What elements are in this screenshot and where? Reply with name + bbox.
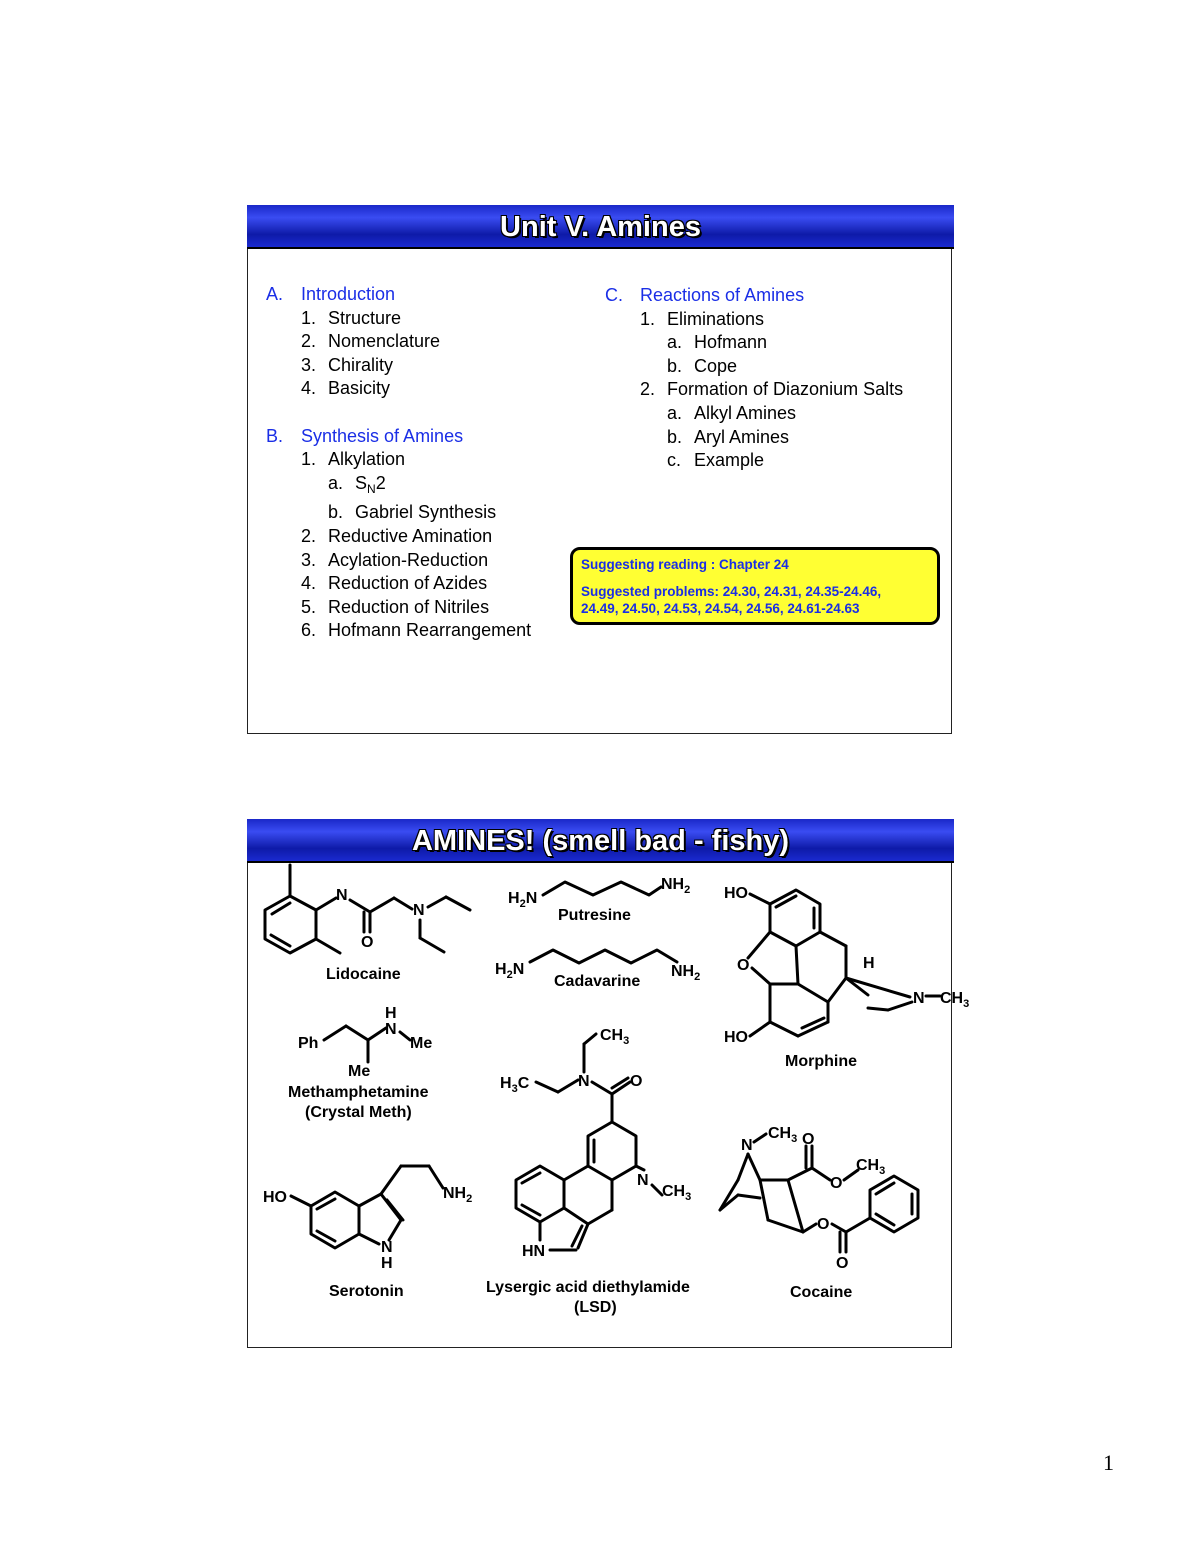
slide-title: AMINES! (smell bad - fishy) — [411, 825, 790, 857]
outline-item — [605, 355, 903, 379]
bond — [564, 1208, 588, 1224]
outline-item-number: C. — [605, 285, 623, 305]
atom-n: N — [381, 1239, 393, 1256]
atom-nh2: $NH_2$ — [671, 963, 701, 983]
atom-o: O — [802, 1131, 815, 1148]
outline-item-text: Eliminations — [667, 308, 765, 329]
outline-item-number: c. — [667, 450, 682, 471]
atom-ch3: $CH_3$ — [768, 1125, 798, 1145]
bond — [381, 1166, 401, 1194]
bond — [748, 1154, 760, 1180]
bond — [788, 1168, 812, 1180]
outline-item-text: Example — [694, 450, 765, 471]
outline-section-heading — [266, 283, 531, 307]
lsd-structure — [478, 1020, 718, 1280]
outline-item-text: Reduction of Azides — [328, 573, 488, 594]
bond — [429, 1166, 443, 1188]
bond — [888, 1002, 912, 1010]
atom-n: N — [413, 902, 425, 919]
outline-item — [266, 377, 531, 401]
slide-amines-structures — [247, 819, 970, 1348]
atom-ch3: $CH_3$ — [600, 1027, 630, 1047]
outline-item-number: 4. — [301, 378, 317, 399]
outline-item — [605, 308, 903, 332]
outline-left-column — [266, 283, 531, 643]
serotonin-label: Serotonin — [329, 1283, 404, 1300]
outline-item-number: 1. — [640, 308, 656, 329]
bond — [350, 900, 370, 912]
outline-item-text: Alkyl Amines — [694, 402, 797, 423]
bond — [803, 1224, 816, 1232]
outline-item-number: 3. — [301, 354, 317, 375]
bond — [846, 1218, 870, 1232]
bond — [832, 1224, 846, 1232]
outline-item-number: 2. — [640, 379, 656, 400]
outline-item-text: Alkylation — [328, 449, 406, 470]
outline-item — [605, 402, 903, 426]
bond — [768, 1220, 803, 1232]
outline-item — [605, 449, 903, 473]
outline-item-text: Basicity — [328, 378, 391, 399]
bond — [770, 1022, 798, 1036]
atom-ch3: $CH_3$ — [856, 1157, 886, 1177]
outline-item-text: Introduction — [301, 284, 396, 304]
bond — [752, 968, 770, 984]
outline-item — [266, 472, 531, 502]
atom-me: Me — [410, 1035, 433, 1052]
outline-item — [266, 572, 531, 596]
bond — [316, 898, 336, 910]
atom-h3c: $H_3C$ — [500, 1075, 530, 1095]
bond — [636, 1166, 644, 1170]
outline-item-number: B. — [266, 425, 284, 446]
outline-item-number: 4. — [301, 573, 317, 594]
outline-item — [266, 525, 531, 549]
bond — [652, 1185, 662, 1195]
bond — [846, 978, 910, 997]
suggested-problems-line-1: Suggested problems: 24.30, 24.31, 24.35-24.46, — [581, 584, 882, 599]
bond — [291, 1196, 311, 1206]
methamphetamine-label: Methamphetamine — [288, 1084, 429, 1101]
outline-item-number: 3. — [301, 549, 317, 570]
atom-h2n: $H_2N$ — [495, 961, 525, 981]
atom-ho: HO — [724, 1029, 748, 1046]
outline-item-text: Synthesis of Amines — [301, 425, 464, 446]
outline-item-text: Hofmann Rearrangement — [328, 620, 532, 641]
outline-item-number: A. — [266, 284, 284, 304]
crystal-meth-label: (Crystal Meth) — [305, 1104, 412, 1121]
bond — [316, 939, 340, 953]
bond — [400, 1032, 410, 1040]
lsd-abbr-label: (LSD) — [574, 1299, 617, 1316]
morphine-structure — [718, 870, 970, 1070]
putresine-label: Putresine — [558, 907, 631, 924]
outline-item — [605, 378, 903, 402]
methamphetamine-structure — [288, 1000, 448, 1090]
bond — [420, 938, 444, 952]
bond — [738, 1154, 748, 1180]
atom-hn: HN — [522, 1243, 546, 1260]
outline-item-number: 6. — [301, 620, 317, 641]
benzene-ring — [265, 896, 316, 953]
subscript: N — [367, 481, 376, 496]
lidocaine-structure — [248, 860, 488, 980]
bond — [868, 1008, 888, 1010]
outline-item — [266, 596, 531, 620]
bond — [359, 1234, 379, 1244]
cadavarine-label: Cadavarine — [554, 973, 641, 990]
outline-item-number: 1. — [301, 449, 317, 470]
bond — [368, 1028, 386, 1040]
outline-item-text: Structure — [328, 307, 402, 328]
carbon-chain — [543, 882, 661, 895]
atom-o: O — [830, 1175, 843, 1192]
suggested-problems-line-2: 24.49, 24.50, 24.53, 24.54, 24.56, 24.61-24.63 — [581, 601, 860, 616]
bond — [346, 1026, 368, 1040]
bond — [584, 1034, 596, 1044]
outline-item-text: S — [355, 472, 368, 493]
bond — [750, 894, 770, 904]
atom-ho: HO — [263, 1189, 287, 1206]
lidocaine-label: Lidocaine — [326, 966, 401, 983]
lsd-label: Lysergic acid diethylamide — [486, 1279, 690, 1296]
atom-nh2: $NH_2$ — [443, 1185, 473, 1205]
bond — [394, 898, 412, 909]
outline-item — [266, 549, 531, 573]
bond — [796, 946, 798, 984]
bond — [558, 1080, 578, 1092]
atom-h: H — [385, 1005, 397, 1022]
bond — [588, 1210, 612, 1224]
atom-o: O — [361, 934, 374, 951]
outline-item — [605, 331, 903, 355]
suggested-reading-text: Suggesting reading : Chapter 24 — [581, 557, 789, 572]
atom-me: Me — [348, 1063, 371, 1080]
outline-item-text: Aryl Amines — [694, 426, 790, 447]
outline-item-number: a. — [667, 332, 683, 353]
outline-item-suffix: 2 — [375, 472, 386, 493]
bond — [798, 984, 828, 1002]
atom-n: N — [578, 1073, 590, 1090]
outline-item-text: Cope — [694, 355, 738, 376]
slide-unit-v-amines — [247, 205, 952, 734]
outline-item-number: b. — [667, 426, 683, 447]
outline-item-number: 2. — [301, 525, 317, 546]
page-number: 1 — [1103, 1450, 1114, 1475]
bond — [370, 898, 394, 912]
atom-o: O — [817, 1216, 830, 1233]
atom-n: N — [913, 990, 925, 1007]
atom-h: H — [863, 955, 875, 972]
slide-title-banner — [247, 205, 954, 249]
bond — [324, 1026, 346, 1040]
bond — [536, 1082, 558, 1092]
bond — [592, 1082, 612, 1094]
bond — [387, 1200, 403, 1220]
slide-title-banner — [247, 819, 954, 863]
outline-item-number: 2. — [301, 331, 317, 352]
cocaine-structure — [708, 1120, 948, 1280]
outline-item-text: Nomenclature — [328, 331, 441, 352]
outline-item-text: Chirality — [328, 354, 394, 375]
slide-title: Unit V. Amines — [500, 211, 701, 243]
outline-item-text: Reactions of Amines — [640, 285, 805, 305]
bond — [428, 897, 446, 907]
outline-right-column — [605, 284, 903, 473]
outline-item — [266, 330, 531, 354]
outline-spacer — [266, 401, 531, 425]
atom-n: N — [336, 887, 348, 904]
outline-item — [266, 619, 531, 643]
bond — [812, 1168, 830, 1180]
suggested-reading-box — [570, 547, 940, 625]
atom-nh2: $NH_2$ — [661, 876, 691, 896]
atom-n: N — [637, 1172, 649, 1189]
outline-item-text: Reductive Amination — [328, 525, 493, 546]
bond — [748, 932, 770, 958]
outline-item-number: b. — [328, 502, 344, 523]
bond — [828, 978, 846, 1002]
outline-item-text: Formation of Diazonium Salts — [667, 379, 904, 400]
bond — [359, 1194, 381, 1206]
outline-item — [605, 426, 903, 450]
atom-h: H — [381, 1255, 393, 1272]
cocaine-label: Cocaine — [790, 1284, 853, 1301]
outline-item-number: 1. — [301, 307, 317, 328]
morphine-label: Morphine — [785, 1053, 857, 1070]
bond — [754, 1134, 766, 1142]
outline-section-heading — [605, 284, 903, 308]
atom-n: N — [385, 1021, 397, 1038]
bond — [820, 932, 846, 946]
bond — [738, 1195, 760, 1198]
outline-item-number: b. — [667, 355, 683, 376]
atom-h2n: $H_2N$ — [508, 890, 538, 910]
outline-item-number: a. — [667, 402, 683, 423]
outline-item-number: a. — [328, 472, 344, 493]
bond — [564, 1166, 588, 1180]
bond — [389, 1220, 401, 1240]
atom-ho: HO — [724, 885, 748, 902]
outline-item-text: Acylation-Reduction — [328, 549, 489, 570]
outline-item — [266, 307, 531, 331]
outline-item-text: Hofmann — [694, 332, 768, 353]
outline-section-heading — [266, 425, 531, 449]
atom-ch3: $CH_3$ — [662, 1183, 692, 1203]
bond — [760, 1180, 768, 1220]
outline-item-text: Reduction of Nitriles — [328, 596, 490, 617]
outline-item — [266, 501, 531, 525]
atom-ph: Ph — [298, 1035, 319, 1052]
atom-ch3: $CH_3$ — [940, 990, 970, 1010]
atom-n: N — [741, 1137, 753, 1154]
atom-o: O — [630, 1073, 643, 1090]
bond — [578, 1224, 588, 1248]
outline-item — [266, 448, 531, 472]
atom-o: O — [836, 1255, 849, 1272]
outline-item — [266, 354, 531, 378]
serotonin-structure — [263, 1160, 493, 1270]
carbon-chain — [530, 950, 677, 963]
outline-item-text: Gabriel Synthesis — [355, 502, 497, 523]
atom-o: O — [737, 957, 750, 974]
bond — [750, 1022, 770, 1036]
bond — [720, 1180, 738, 1210]
outline-item-number: 5. — [301, 596, 317, 617]
bond — [788, 1180, 803, 1232]
bond — [446, 897, 470, 910]
